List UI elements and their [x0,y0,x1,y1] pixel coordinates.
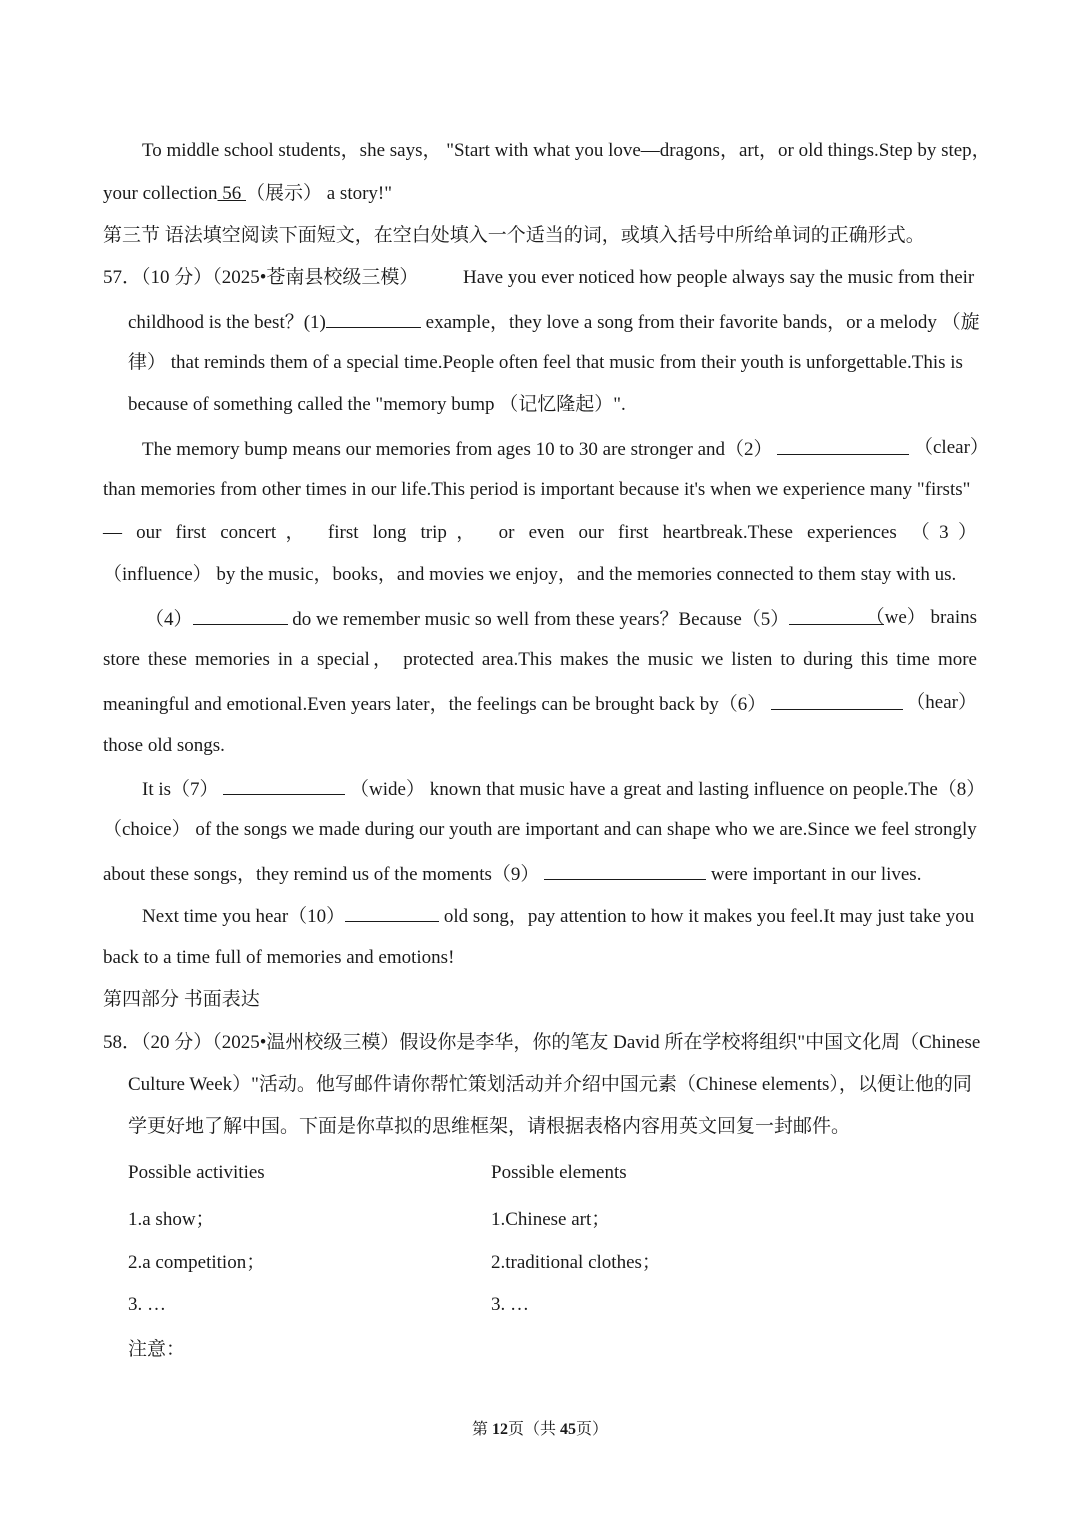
q57-line-2 [128,309,980,335]
table-col2-header: Possible elements [491,1162,627,1183]
q57-text: were important in our lives. [706,864,922,885]
footer-text: 第 [471,1421,492,1438]
page-number: 12 [491,1421,508,1438]
table-col1-item: 3. … [128,1294,166,1315]
q57-p4-line-3 [103,861,921,887]
blank-7[interactable] [223,776,345,795]
q57-line-4: because of something called the "memory bump （记忆隆起）". [128,394,626,415]
q57-text: do we remember music so well from these years？Because（5） [287,609,790,630]
blank-2[interactable] [777,436,909,455]
table-col1-header: Possible activities [128,1162,265,1183]
footer-text: 页（共 [507,1421,560,1438]
q57-text: It is（7） [142,779,219,800]
hint-we: （we） brains [865,607,977,628]
passage-text: （展示） a story!" [246,183,393,204]
q57-text: example，they love a song from their favorite bands，or a melody （旋 [420,312,980,333]
q57-text: Next time you hear（10） [142,906,346,927]
blank-9[interactable] [544,861,706,880]
q57-p4-line-1 [142,776,985,802]
q57-p2-line-2: than memories from other times in our life.This period is important because it's when we experience many "firsts" [103,479,971,500]
blank-1[interactable] [326,309,421,328]
table-col2-item: 3. … [491,1294,529,1315]
q57-p5-line-1 [142,903,974,929]
q57-p2-line-3: — our first concert， first long trip， or even our first heartbreak.These experiences （3） [103,522,977,543]
blank-4[interactable] [193,606,288,625]
q57-text: The memory bump means our memories from ages 10 to 30 are stronger and（2） [142,439,773,460]
q57-text: childhood is the best？(1) [128,312,326,333]
blank-10[interactable] [345,903,439,922]
page-footer [0,1416,1080,1439]
q57-header [103,266,977,290]
q57-text: （4） [145,609,193,630]
q57-p5-line-2: back to a time full of memories and emotions! [103,947,455,968]
note-label: 注意： [128,1339,186,1360]
passage-text: your collection [103,183,218,204]
table-col2-item: 1.Chinese art； [491,1209,611,1230]
hint-clear: （clear） [914,437,989,458]
q57-p3-line-4: those old songs. [103,735,225,756]
q58-line-2: Culture Week）"活动。他写邮件请你帮忙策划活动并介绍中国元素（Chinese elements），以便让他的同 [128,1074,972,1095]
hint-hear: （hear） [906,692,977,713]
q57-text: about these songs，they remind us of the moments（9） [103,864,540,885]
q57-line-3: 律） that reminds them of a special time.People often feel that music from their youth is unforgettable.This is [128,352,963,373]
q57-text: Have you ever noticed how people always say the music from their [463,267,975,288]
blank-56[interactable]: 56 [217,183,246,204]
q57-p3-line-1 [145,606,977,632]
q57-text: meaningful and emotional.Even years later，the feelings can be brought back by（6） [103,694,767,715]
q57-p2-line-1 [142,436,989,462]
part-4-heading: 第四部分 书面表达 [103,989,260,1010]
footer-text: 页） [576,1421,609,1438]
page-total: 45 [560,1421,576,1438]
section-3-heading: 第三节 语法填空阅读下面短文，在空白处填入一个适当的词，或填入括号中所给单词的正确形式。 [103,225,925,246]
q57-p3-line-3 [103,691,977,717]
q57-p3-line-2: store these memories in a special， protected area.This makes the music we listen to during this time more [103,649,977,670]
table-col2-item: 2.traditional clothes； [491,1252,661,1273]
q57-p4-line-2: （choice） of the songs we made during our youth are important and can shape who we are.Since we feel strongly [103,819,977,840]
table-col1-item: 1.a show； [128,1209,215,1230]
q57-source: 57．（10 分）（2025•苍南县校级三模） [103,267,419,288]
q57-p2-line-4: （influence） by the music，books，and movies we enjoy，and the memories connected to them stay with us. [103,564,957,585]
q57-text: （wide） known that music have a great and lasting influence on people.The（8） [350,779,986,800]
passage-line-2 [103,182,392,206]
blank-6[interactable] [771,691,903,710]
q57-text: old song，pay attention to how it makes you feel.It may just take you [439,906,975,927]
table-col1-item: 2.a competition； [128,1252,266,1273]
q58-line-1: 58．（20 分）（2025•温州校级三模）假设你是李华，你的笔友 David 所在学校将组织"中国文化周（Chinese [103,1032,981,1053]
passage-line-1: To middle school students，she says， "Start with what you love—dragons，art，or old things.Step by step， [142,140,991,161]
q58-line-3: 学更好地了解中国。下面是你草拟的思维框架，请根据表格内容用英文回复一封邮件。 [128,1116,851,1137]
